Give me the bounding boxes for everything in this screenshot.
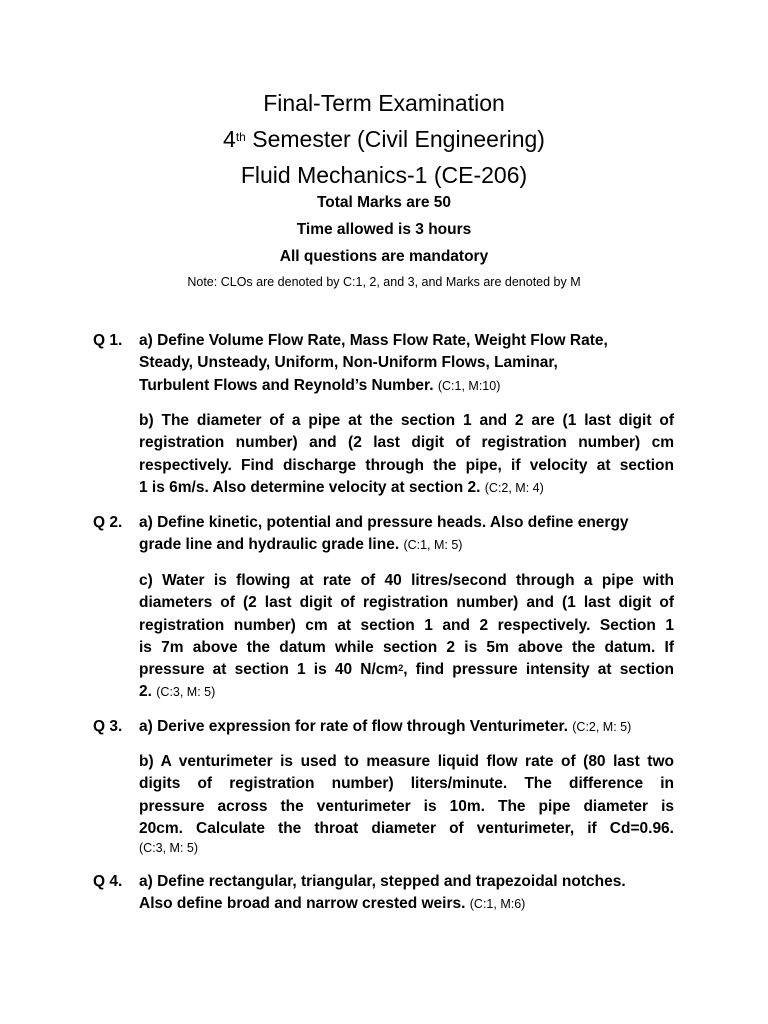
question-text: pressure at section 1 is 40 N/cm <box>139 661 399 679</box>
question-line: pressure across the venturimeter is 10m. The pipe diameter is <box>139 797 674 815</box>
question-part <box>139 512 674 557</box>
clo-marks: (C:2, M: 4) <box>484 480 544 495</box>
question-part <box>139 716 674 738</box>
semester-number: 4 <box>223 126 236 152</box>
question-part <box>139 570 674 704</box>
question-line: Steady, Unsteady, Uniform, Non-Uniform Flows, Laminar, <box>139 354 558 372</box>
clo-marks: (C:2, M: 5) <box>572 720 632 734</box>
question-line <box>139 659 674 681</box>
clo-note: Note: CLOs are denoted by C:1, 2, and 3, and Marks are denoted by M <box>187 275 581 289</box>
question-line: b) The diameter of a pipe at the section 1 and 2 are (1 last digit of <box>139 412 674 429</box>
course-title: Fluid Mechanics-1 (CE-206) <box>240 162 528 188</box>
clo-marks: (C:3, M: 5) <box>156 685 216 700</box>
question-line <box>139 534 674 556</box>
question-line <box>139 716 674 738</box>
question-line: respectively. Find discharge through the pipe, if velocity at section <box>139 456 674 474</box>
question-line: digits of registration number) liters/minute. The difference in <box>139 775 674 793</box>
question-text: 2. <box>139 683 152 701</box>
question-line: b) A venturimeter is used to measure liquid flow rate of (80 last two <box>139 753 674 770</box>
exam-title: Final-Term Examination <box>263 90 505 116</box>
mandatory-note: All questions are mandatory <box>279 248 489 265</box>
question-text: a) Derive expression for rate of flow through Venturimeter. <box>139 718 568 735</box>
question-line: is 7m above the datum while section 2 is 5m above the datum. If <box>139 638 674 656</box>
question-line: diameters of (2 last digit of registration number) and (1 last digit of <box>139 594 674 612</box>
question-line <box>139 375 674 397</box>
question-number: Q 3. <box>93 718 123 735</box>
clo-marks: (C:1, M:10) <box>437 378 501 393</box>
question-text: , find pressure intensity at section <box>403 661 674 679</box>
question-part <box>139 751 674 856</box>
superscript: 2 <box>398 663 404 674</box>
question-text: Also define broad and narrow crested weirs. <box>139 895 466 913</box>
time-allowed: Time allowed is 3 hours <box>296 221 472 238</box>
question-line <box>139 477 674 499</box>
question-line: a) Define rectangular, triangular, stepped and trapezoidal notches. <box>139 873 626 890</box>
question-line: a) Define Volume Flow Rate, Mass Flow Rate, Weight Flow Rate, <box>139 332 608 349</box>
clo-marks: (C:1, M:6) <box>469 897 526 912</box>
question-number: Q 1. <box>93 332 123 349</box>
question-text: 1 is 6m/s. Also determine velocity at section 2. <box>139 478 481 496</box>
question-part <box>139 330 674 397</box>
question-part <box>139 410 674 499</box>
question-line <box>139 681 674 703</box>
question-line: registration number) cm at section 1 and 2 respectively. Section 1 <box>139 616 674 634</box>
semester-line <box>0 125 768 153</box>
question-part <box>139 871 674 916</box>
clo-marks: (C:1, M: 5) <box>403 538 463 553</box>
question-line: 20cm. Calculate the throat diameter of venturimeter, if Cd=0.96. <box>139 819 674 837</box>
semester-text: Semester (Civil Engineering) <box>245 126 545 152</box>
question-line: registration number) and (2 last digit of registration number) cm <box>139 434 674 452</box>
question-text: grade line and hydraulic grade line. <box>139 536 400 554</box>
question-line: a) Define kinetic, potential and pressure heads. Also define energy <box>139 514 629 531</box>
question-line: c) Water is flowing at rate of 40 litres/second through a pipe with <box>139 572 674 589</box>
question-number: Q 2. <box>93 514 123 531</box>
question-number: Q 4. <box>93 873 123 890</box>
semester-ordinal: th <box>235 130 246 144</box>
question-line <box>139 893 674 915</box>
clo-marks: (C:3, M: 5) <box>139 841 199 856</box>
question-text: Turbulent Flows and Reynold’s Number. <box>139 376 434 394</box>
total-marks: Total Marks are 50 <box>316 194 452 211</box>
